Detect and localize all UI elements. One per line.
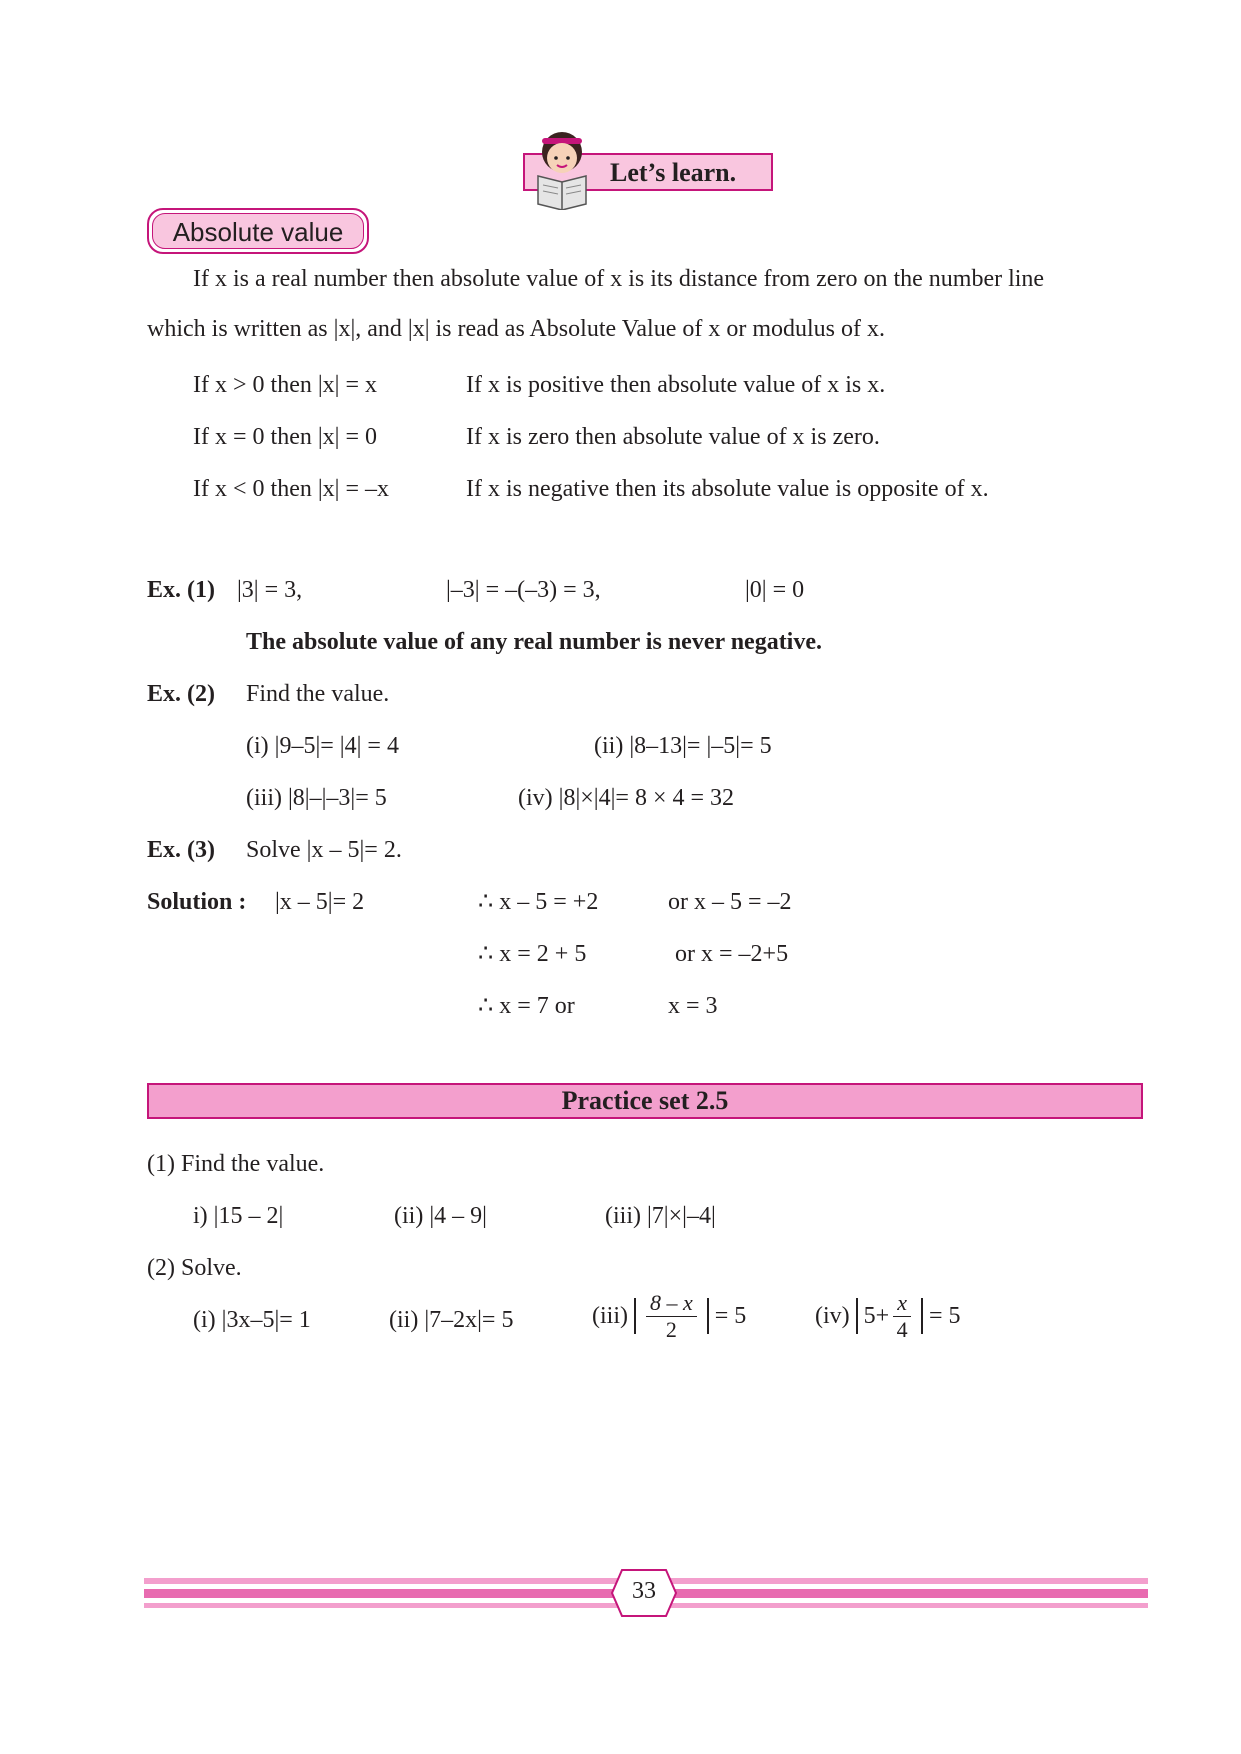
- practice-q2-iii-label: (iii): [592, 1302, 628, 1329]
- section-tag: [147, 208, 369, 254]
- practice-q2-iv: [815, 1286, 961, 1346]
- ex2-item-i: (i) |9–5|= |4| = 4: [246, 733, 399, 759]
- solution-label: Solution :: [147, 889, 247, 915]
- practice-q2-iv-label: (iv): [815, 1302, 850, 1329]
- ex2-item-iii: (iii) |8|–|–3|= 5: [246, 785, 387, 811]
- practice-q1-i: i) |15 – 2|: [193, 1203, 284, 1229]
- solution-step-2a: ∴ x = 2 + 5: [478, 941, 587, 967]
- practice-q2-ii: (ii) |7–2x|= 5: [389, 1307, 514, 1333]
- fraction-8-minus-x-over-2: [646, 1290, 697, 1343]
- page-number: 33: [632, 1578, 656, 1604]
- fraction-numerator: x: [893, 1290, 911, 1317]
- practice-q2-iv-rhs: = 5: [928, 1302, 961, 1329]
- ex3-label: Ex. (3): [147, 837, 215, 863]
- practice-q2-iii: [592, 1286, 746, 1346]
- solution-equation: |x – 5|= 2: [275, 889, 365, 915]
- practice-q2-i: (i) |3x–5|= 1: [193, 1307, 311, 1333]
- rule-negative-meaning: If x is negative then its absolute value is opposite of x.: [466, 476, 989, 502]
- practice-q1-ii: (ii) |4 – 9|: [394, 1203, 487, 1229]
- practice-set-banner: Practice set 2.5: [147, 1083, 1143, 1119]
- rule-positive-meaning: If x is positive then absolute value of x is x.: [466, 372, 886, 398]
- section-title: Absolute value: [152, 213, 364, 249]
- ex1-note: The absolute value of any real number is never negative.: [246, 629, 822, 655]
- ex2-prompt: Find the value.: [246, 681, 390, 707]
- intro-line-1: If x is a real number then absolute value of x is its distance from zero on the number line: [193, 266, 1045, 292]
- girl-reading-book-icon: [528, 130, 596, 210]
- intro-line-2: which is written as |x|, and |x| is read as Absolute Value of x or modulus of x.: [147, 316, 885, 342]
- solution-step-3a: ∴ x = 7 or: [478, 993, 575, 1019]
- fraction-denominator: 2: [665, 1316, 677, 1342]
- ex2-item-iv: (iv) |8|×|4|= 8 × 4 = 32: [518, 785, 735, 811]
- practice-q2-iv-lhs: 5+: [863, 1302, 890, 1329]
- rule-zero-meaning: If x is zero then absolute value of x is zero.: [466, 424, 880, 450]
- solution-step-3b: x = 3: [668, 993, 718, 1019]
- solution-step-1a: ∴ x – 5 = +2: [478, 889, 599, 915]
- fraction-denominator: 4: [896, 1316, 908, 1342]
- abs-bar-left: [634, 1298, 636, 1334]
- solution-step-2b: or x = –2+5: [675, 941, 789, 967]
- abs-bar-right: [707, 1298, 709, 1334]
- ex2-label: Ex. (2): [147, 681, 215, 707]
- practice-q2: (2) Solve.: [147, 1255, 242, 1281]
- fraction-x-over-4: [893, 1290, 911, 1343]
- ex2-item-ii: (ii) |8–13|= |–5|= 5: [594, 733, 772, 759]
- ex1-label: Ex. (1): [147, 577, 215, 603]
- fraction-numerator: 8 – x: [646, 1290, 697, 1317]
- practice-q1: (1) Find the value.: [147, 1151, 325, 1177]
- solution-step-1b: or x – 5 = –2: [668, 889, 792, 915]
- ex1-part-a: |3| = 3,: [237, 577, 303, 603]
- rule-zero-condition: If x = 0 then |x| = 0: [193, 424, 377, 450]
- ex1-part-b: |–3| = –(–3) = 3,: [446, 577, 601, 603]
- practice-q2-iii-rhs: = 5: [714, 1302, 747, 1329]
- rule-negative-condition: If x < 0 then |x| = –x: [193, 476, 389, 502]
- ex3-prompt: Solve |x – 5|= 2.: [246, 837, 402, 863]
- lets-learn-label: Let’s learn.: [610, 158, 737, 187]
- abs-bar-left: [856, 1298, 858, 1334]
- ex1-part-c: |0| = 0: [745, 577, 805, 603]
- practice-q1-iii: (iii) |7|×|–4|: [605, 1203, 716, 1229]
- abs-bar-right: [921, 1298, 923, 1334]
- rule-positive-condition: If x > 0 then |x| = x: [193, 372, 377, 398]
